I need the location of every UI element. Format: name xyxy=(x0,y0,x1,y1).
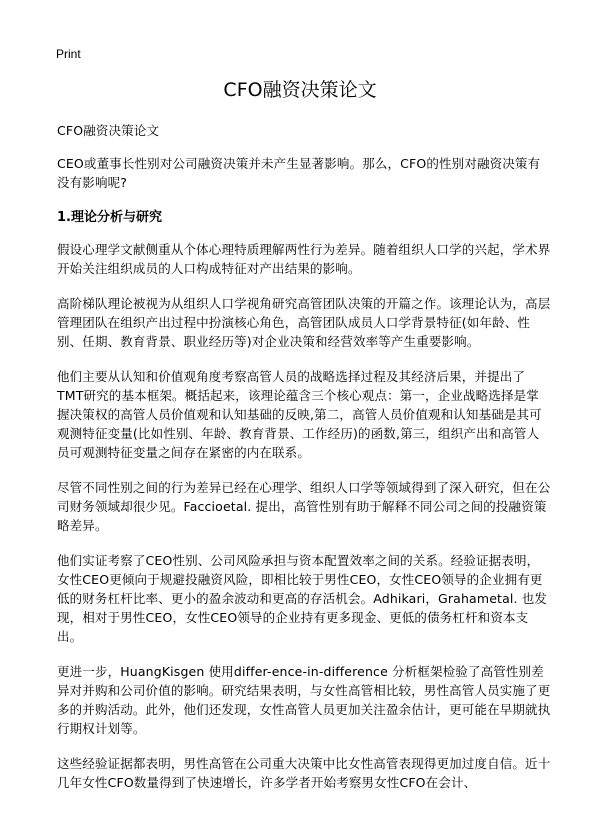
body-paragraph: 他们实证考察了CEO性别、公司风险承担与资本配置效率之间的关系。经验证据表明，女性CEO更倾向于规避投融资风险，即相比较于男性CEO，女性CEO领导的企业拥有更低的财务杠杆比率、更小的盈余波动和更高的存活机会。Adhikari，Grahametal. 也发现，相对于男性CEO，女性CEO领导的企业持有更多现金、更低的债务杠杆和资本支出。 xyxy=(57,553,548,644)
article-body xyxy=(57,121,551,808)
body-paragraph: 更进一步，HuangKisgen 使用differ-ence-in-difference 分析框架检验了高管性别差异对并购和公司价值的影响。研究结果表明，与女性高管相比较，男性高管人员实施了更多的并购活动。此外，他们还发现，女性高管人员更加关注盈余估计，更可能在早期就执行期权计划等。 xyxy=(57,664,551,736)
page-title: CFO融资决策论文 xyxy=(223,79,377,101)
body-paragraph: 尽管不同性别之间的行为差异已经在心理学、组织人口学等领域得到了深入研究，但在公司财务领域却很少见。Faccioetal. 提出，高管性别有助于解释不同公司之间的投融资策略差异。 xyxy=(57,480,551,533)
article-subtitle: CFO融资决策论文 xyxy=(57,123,160,138)
intro-paragraph: CEO或董事长性别对公司融资决策并未产生显著影响。那么，CFO的性别对融资决策有没有影响呢? xyxy=(57,156,541,190)
body-paragraph: 他们主要从认知和价值观角度考察高管人员的战略选择过程及其经济后果，并提出了TMT研究的基本框架。概括起来，该理论蕴含三个核心观点：第一，企业战略选择是掌握决策权的高管人员价值观和认知基础的反映,第二，高管人员价值观和认知基础是其可观测特征变量(比如性别、年龄、教育背景、工作经历)的函数,第三，组织产出和高管人员可观测特征变量之间存在紧密的内在联系。 xyxy=(57,369,542,460)
body-paragraph: 高阶梯队理论被视为从组织人口学视角研究高管团队决策的开篇之作。该理论认为，高层管理团队在组织产出过程中扮演核心角色，高管团队成员人口学背景特征(如年龄、性别、任期、教育背景、职业经历等)对企业决策和经营效率等产生重要影响。 xyxy=(57,296,551,349)
print-link[interactable]: Print xyxy=(56,47,81,61)
section-heading: 1.理论分析与研究 xyxy=(57,210,162,225)
body-paragraph: 假设心理学文献侧重从个体心理特质理解两性行为差异。随着组织人口学的兴起，学术界开始关注组织成员的人口构成特征对产出结果的影响。 xyxy=(57,242,551,276)
body-paragraph: 这些经验证据都表明，男性高管在公司重大决策中比女性高管表现得更加过度自信。近十几年女性CFO数量得到了快速增长，许多学者开始考察男女性CFO在会计、 xyxy=(57,756,551,790)
